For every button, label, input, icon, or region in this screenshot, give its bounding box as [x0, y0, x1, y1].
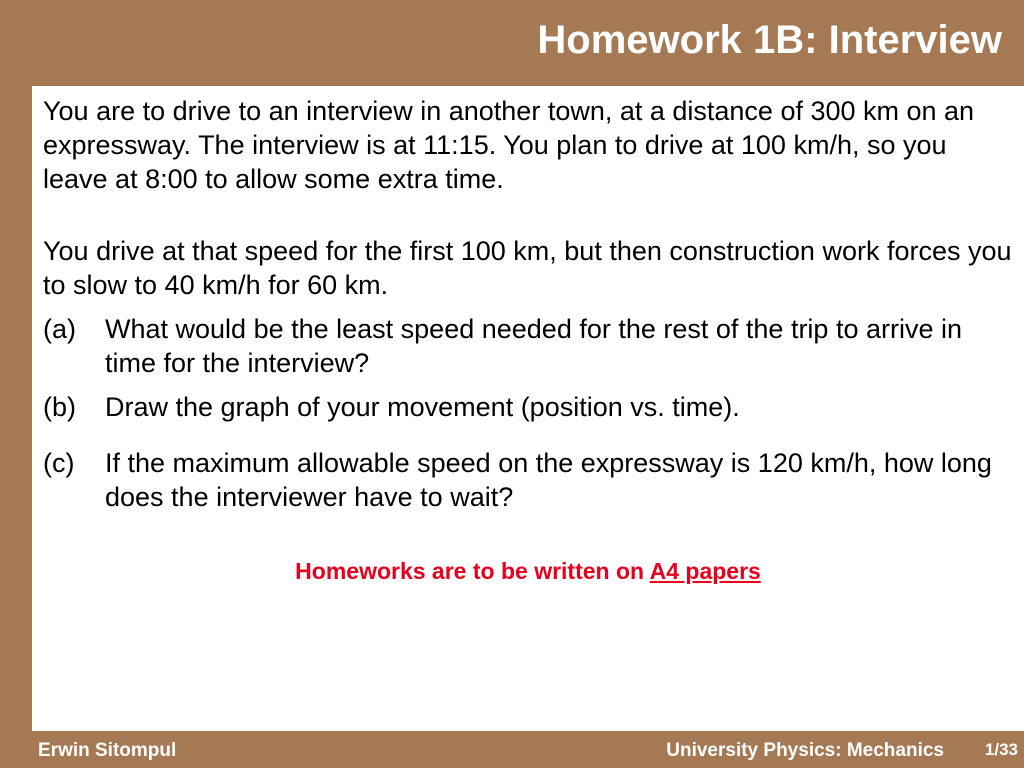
situation-paragraph: You drive at that speed for the first 100 km, but then construction work forces you to slow to 40 km/h for 60 km. [43, 236, 1012, 300]
a4-papers-link[interactable]: A4 papers [649, 558, 761, 584]
footer-course: University Physics: Mechanics [666, 740, 944, 761]
homework-note-text: Homeworks are to be written on [295, 558, 650, 584]
question-b-text: Draw the graph of your movement (position vs. time). [105, 392, 740, 422]
question-a-marker: (a) [43, 314, 76, 344]
footer-author: Erwin Sitompul [38, 740, 177, 761]
content-panel [32, 86, 1024, 731]
slide-title: Homework 1B: Interview [537, 18, 1002, 62]
question-c-marker: (c) [43, 448, 75, 478]
footer-page-number: 1/33 [984, 740, 1018, 759]
question-a-text: What would be the least speed needed for the rest of the trip to arrive in time for the interview? [105, 314, 962, 378]
homework-note [32, 558, 1024, 585]
question-c-text: If the maximum allowable speed on the expressway is 120 km/h, how long does the interviewer have to wait? [105, 448, 992, 512]
question-c [43, 446, 993, 514]
intro-paragraph: You are to drive to an interview in another town, at a distance of 300 km on an expressway. The interview is at 11:15. You plan to drive at 100 km/h, so you leave at 8:00 to allow some extra time. [43, 96, 975, 194]
question-b [43, 390, 993, 424]
question-a [43, 312, 993, 380]
question-b-marker: (b) [43, 392, 76, 422]
